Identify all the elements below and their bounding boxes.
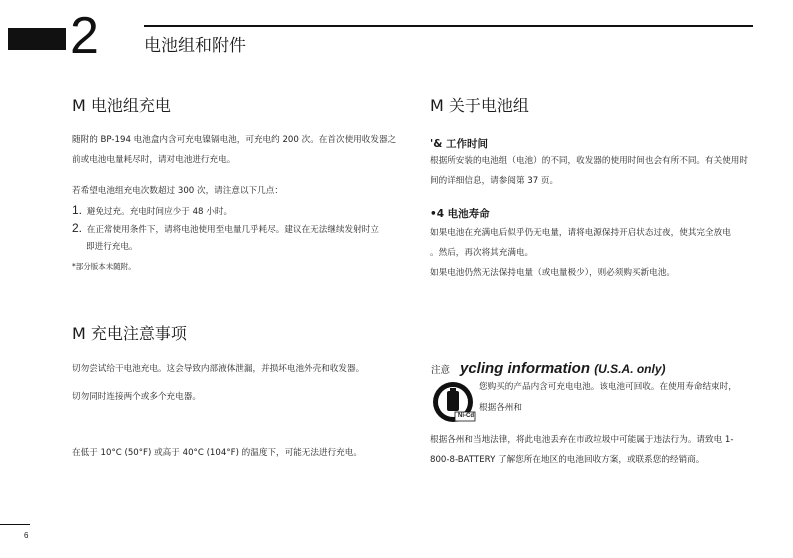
item2-number: 2. (72, 221, 83, 235)
chapter-number: 2 (70, 7, 99, 65)
caution-line2: 切勿同时连接两个或多个充电器。 (72, 392, 201, 402)
page-number: 6 (24, 531, 29, 540)
operating-time-line2: 间的详细信息，请参阅第 37 页。 (430, 176, 559, 186)
battery-charging-paragraph (72, 130, 412, 170)
battery-charging-para1-line1: 随附的 BP-194 电池盒内含可充电镍镉电池，可充电约 200 次。在首次使用收发器之 (72, 135, 397, 145)
battery-charging-para2: 若希望电池组充电次数超过 300 次，请注意以下几点： (72, 186, 283, 196)
footer-rule (0, 524, 30, 525)
rbrc-logo-label: Ni-Cd (458, 413, 474, 419)
recycling-line2: 根据各州和 (479, 403, 522, 413)
recycling-title-sub: (U.S.A. only) (594, 362, 666, 376)
item2-line2: 即进行充电。 (86, 242, 138, 252)
battery-charging-heading: M 电池组充电 (72, 96, 171, 115)
chapter-marker-block (8, 28, 66, 50)
battery-life-line1: 如果电池在充满电后似乎仍无电量，请将电源保持开启状态过夜，使其完全放电 (430, 228, 731, 238)
chapter-header-rule (144, 25, 753, 27)
caution-line1: 切勿尝试给干电池充电。这会导致内部液体泄漏，并损坏电池外壳和收发器。 (72, 364, 365, 374)
battery-charging-note: *部分版本未随附。 (72, 262, 136, 271)
battery-life-heading: •4 电池寿命 (430, 208, 490, 220)
about-battery-heading: M 关于电池组 (430, 96, 529, 115)
recycling-paragraph (430, 430, 770, 470)
recycling-title (460, 360, 666, 378)
recycling-line1: 您购买的产品内含可充电电池。该电池可回收。在使用寿命结束时， (479, 382, 737, 392)
chapter-title: 电池组和附件 (144, 36, 246, 56)
rbrc-recycle-logo (428, 380, 478, 426)
battery-life-line2: 。然后，再次将其充满电。 (430, 248, 534, 258)
operating-time-line1: 根据所安装的电池组（电池）的不同，收发器的使用时间也会有所不同。有关使用时 (430, 156, 748, 166)
battery-life-line3: 如果电池仍然无法保持电量（或电量极少），则必须购买新电池。 (430, 268, 675, 278)
item2-line1: 在正常使用条件下，请将电池使用至电量几乎耗尽。建议在无法继续发射时立 (86, 225, 379, 235)
item1-text: 避免过充。充电时间应少于 48 小时。 (86, 207, 233, 217)
operating-time-paragraph (430, 151, 770, 191)
item1-number: 1. (72, 203, 83, 217)
recycling-line4: 800-8-BATTERY 了解您所在地区的电池回收方案，或联系您的经销商。 (430, 455, 705, 465)
caution-line3: 在低于 10°C (50°F) 或高于 40°C (104°F) 的温度下，可能无法进行充电。 (72, 448, 362, 458)
battery-life-paragraph (430, 223, 770, 283)
charging-cautions-heading: M 充电注意事项 (72, 324, 187, 343)
notice-label: 注意 (431, 365, 451, 376)
operating-time-heading: '& 工作时间 (430, 138, 489, 150)
recycling-title-main: ycling information (460, 360, 591, 377)
recycling-line3: 根据各州和当地法律，将此电池丢弃在市政垃圾中可能属于违法行为。请致电 1- (430, 435, 734, 445)
battery-charging-para1-line2: 前或电池电量耗尽时，请对电池进行充电。 (72, 155, 236, 165)
